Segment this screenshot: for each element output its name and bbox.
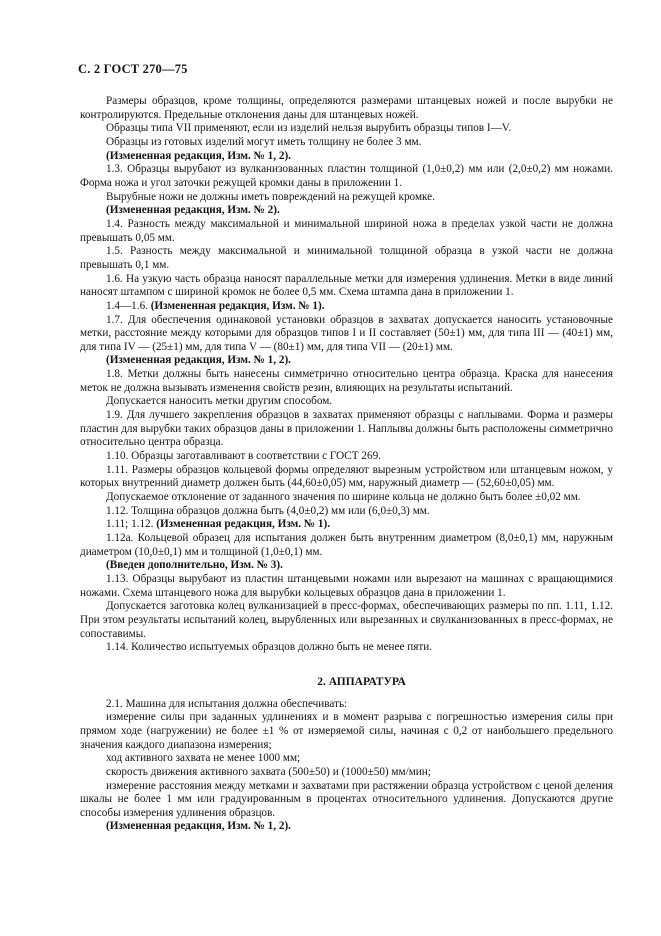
paragraph: ход активного захвата не менее 1000 мм; <box>106 752 301 765</box>
paragraph: Допускаемое отклонение от заданного значения по ширине кольца не должно быть более ±0,02 мм. <box>106 491 581 504</box>
paragraph: 1.7. Для обеспечения одинаковой установки образцов в захватах допускается наносить установочные метки, расстояние между которыми для образцов типов I и II составляет (50±1) мм, для типа III — (40±1) мм, для типа IV — (25±1) мм, для типа V — (80±1) мм, для типа VII — (20±1) мм. <box>80 313 613 353</box>
section-2-body <box>80 698 613 835</box>
paragraph: 1.8. Метки должны быть нанесены симметрично относительно центра образца. Краска для нанесения меток не должна вызывать изменения свойств резин, влияющих на результаты испытаний. <box>80 368 613 394</box>
paragraph: 1.14. Количество испытуемых образцов должно быть не менее пяти. <box>106 641 433 654</box>
amendment-note: (Измененная редакция, Изм. № 1). <box>150 299 325 312</box>
paragraph: Вырубные ножи не должны иметь повреждений на режущей кромке. <box>106 190 435 203</box>
document-body <box>80 95 613 834</box>
paragraph: (Измененная редакция, Изм. № 1, 2). <box>106 149 291 162</box>
paragraph: 1.9. Для лучшего закрепления образцов в захватах применяют образцы с наплывами. Форма и размеры пластин для вырубки таких образцов даны в приложении 1. Наплывы должны быть расположены симметрично относительно центра образца. <box>80 409 613 449</box>
paragraph: измерение силы при заданных удлинениях и в момент разрыва с погрешностью измерения силы при прямом ходе (нагружении) не более ±1 % от измеряемой силы, начиная с 0,2 от наибольшего предельного значения каждого диапазона измерения; <box>80 711 613 751</box>
paragraph: 2.1. Машина для испытания должна обеспечивать: <box>106 697 348 710</box>
paragraph: 1.13. Образцы вырубают из пластин штанцевыми ножами или вырезают на машинах с вращающимися ножами. Схема штанцевого ножа для вырубки кольцевых образцов дана в приложении 1. <box>80 572 613 599</box>
paragraph: (Измененная редакция, Изм. № 2). <box>106 204 280 217</box>
paragraph: 1.5. Разность между максимальной и минимальной толщиной образца в узкой части не должна превышать 0,1 мм. <box>80 245 613 271</box>
paragraph: 1.3. Образцы вырубают из вулканизованных пластин толщиной (1,0±0,2) мм или (2,0±0,2) мм ножами. Форма ножа и угол заточки режущей кромки даны в приложении 1. <box>80 163 613 189</box>
paragraph: (Измененная редакция, Изм. № 1, 2). <box>106 354 291 367</box>
paragraph: Размеры образцов, кроме толщины, определяются размерами штанцевых ножей и после вырубки не контролируются. Предельные отклонения даны для штанцевых ножей. <box>80 95 613 121</box>
paragraph: Образцы из готовых изделий могут иметь толщину не более 3 мм. <box>106 135 422 148</box>
page-header: С. 2 ГОСТ 270—75 <box>78 62 188 76</box>
paragraph: Допускается наносить метки другим способом. <box>106 395 333 408</box>
paragraph: Образцы типа VII применяют, если из изделий нельзя вырубить образцы типов I—V. <box>106 122 512 135</box>
paragraph: Допускается заготовка колец вулканизацией в пресс-формах, обеспечивающих размеры по пп. 1.11, 1.12. При этом результаты испытаний колец, вырубленных или вырезанных и свулканизованных в пресс-формах, не сопоставимы. <box>80 600 613 640</box>
section-2-title: 2. АППАРАТУРА <box>317 675 406 688</box>
paragraph: 1.12а. Кольцевой образец для испытания должен быть внутренним диаметром (8,0±0,1) мм, наружным диаметром (10,0±0,1) мм и толщиной (1,0±0,1) мм. <box>80 532 613 558</box>
paragraph: 1.6. На узкую часть образца наносят параллельные метки для измерения удлинения. Метки в виде линий наносят штампом с шириной кромок не более 0,5 мм. Схема штампа дана в приложении 1. <box>80 272 613 299</box>
amendment-note: (Измененная редакция, Изм. № 1). <box>156 518 331 531</box>
paragraph: 1.10. Образцы заготавливают в соответствии с ГОСТ 269. <box>106 450 381 463</box>
paragraph: 1.11; 1.12. (Измененная редакция, Изм. № 1). <box>106 518 331 531</box>
paragraph: 1.11. Размеры образцов кольцевой формы определяют вырезным устройством или штанцевым ножом, у которых внутренний диаметр должен быть (44,60±0,05) мм, наружный диаметр — (52,60±0,05) мм. <box>80 463 613 490</box>
paragraph: 1.4—1.6. (Измененная редакция, Изм. № 1). <box>106 299 325 312</box>
paragraph: измерение расстояния между метками и захватами при растяжении образца устройством с ценой деления шкалы не более 1 мм или градуированным в процентах относительного удлинения. Допускаются другие способы измерения удлинения образцов. <box>80 779 613 819</box>
paragraph: 1.12. Толщина образцов должна быть (4,0±0,2) мм или (6,0±0,3) мм. <box>106 504 430 517</box>
paragraph: скорость движения активного захвата (500±50) и (1000±50) мм/мин; <box>106 765 431 778</box>
section-1-continued <box>80 95 613 655</box>
paragraph: (Измененная редакция, Изм. № 1, 2). <box>106 820 291 833</box>
paragraph: 1.4. Разность между максимальной и минимальной шириной ножа в пределах узкой части не должна превышать 0,05 мм. <box>80 217 613 244</box>
paragraph: (Введен дополнительно, Изм. № 3). <box>106 559 283 572</box>
